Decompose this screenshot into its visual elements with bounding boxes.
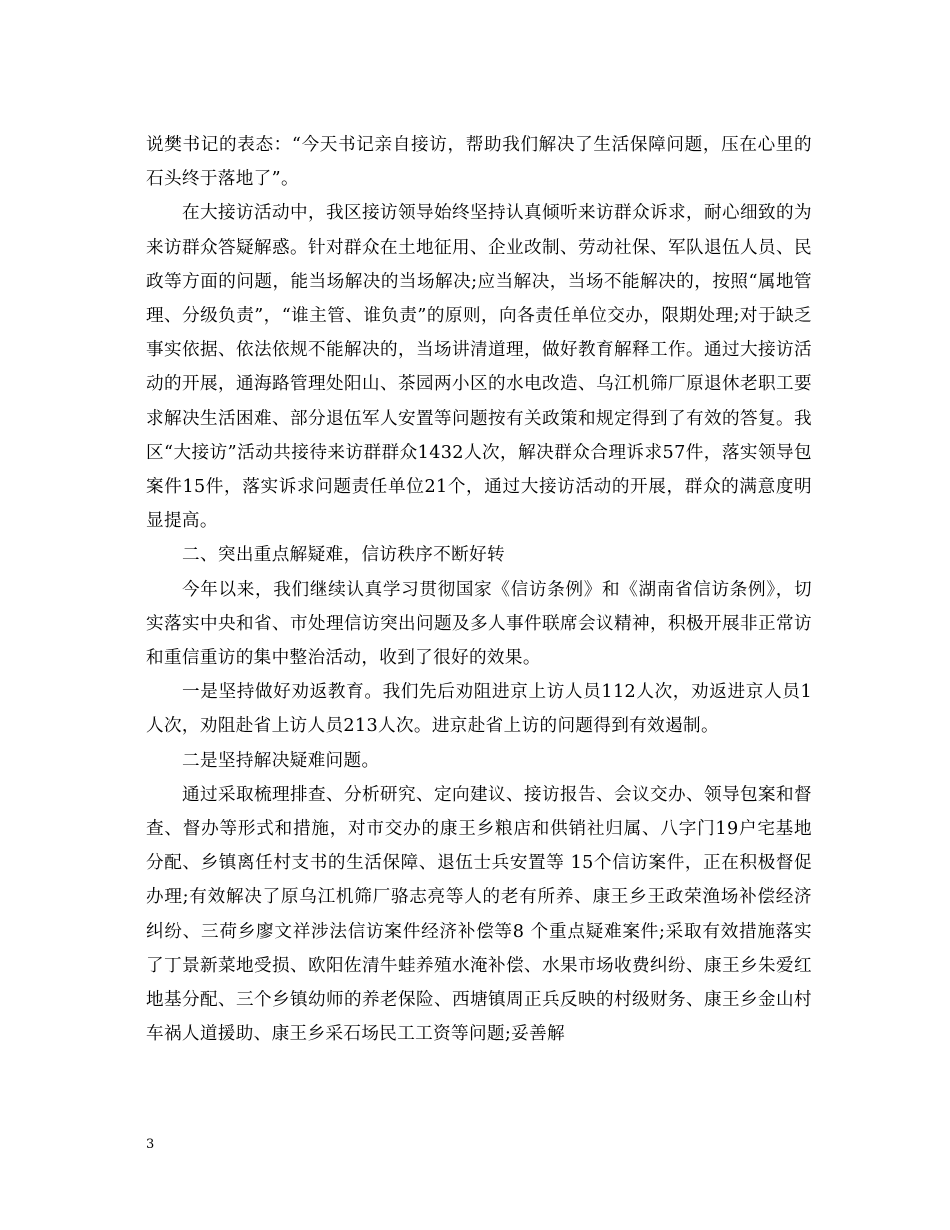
paragraph-regulations: 今年以来，我们继续认真学习贯彻国家《信访条例》和《湖南省信访条例》，切实落实中央和省、市处理信访突出问题及多人事件联席会议精神，积极开展非正常访和重信重访的集中整治活动，收到了很好的效果。 — [146, 579, 812, 669]
paragraph-continuation: 说樊书记的表态：“今天书记亲自接访，帮助我们解决了生活保障问题，压在心里的石头终于落地了”。 — [146, 135, 812, 190]
paragraph-difficult-issues-title: 二是坚持解决疑难问题。 — [182, 750, 380, 771]
paragraph-reception-activity: 在大接访活动中，我区接访领导始终坚持认真倾听来访群众诉求，耐心细致的为来访群众答疑解惑。针对群众在土地征用、企业改制、劳动社保、军队退伍人员、民政等方面的问题，能当场解决的当场解决;应当解决，当场不能解决的，按照“属地管理、分级负责”，“谁主管、谁负责”的原则，向各责任单位交办，限期处理;对于缺乏事实依据、依法依规不能解决的，当场讲清道理，做好教育解释工作。通过大接访活动的开展，通海路管理处阳山、茶园两小区的水电改造、乌江机筛厂原退休老职工要求解决生活困难、部分退伍军人安置等问题按有关政策和规定得到了有效的答复。我区“大接访”活动共接待来访群群众1432人次，解决群众合理诉求57件，落实领导包案件15件，落实诉求问题责任单位21个，通过大接访活动的开展，群众的满意度明显提高。 — [146, 203, 812, 532]
section-heading-2: 二、突出重点解疑难，信访秩序不断好转 — [182, 545, 505, 566]
paragraph-persuasion: 一是坚持做好劝返教育。我们先后劝阻进京上访人员112人次，劝返进京人员1人次，劝阻赴省上访人员213人次。进京赴省上访的问题得到有效遏制。 — [146, 682, 812, 737]
paragraph-difficult-issues: 通过采取梳理排查、分析研究、定向建议、接访报告、会议交办、领导包案和督查、督办等形式和措施，对市交办的康王乡粮店和供销社归属、八字门19户宅基地分配、乡镇离任村支书的生活保障、退伍士兵安置等 15个信访案件，正在积极督促办理;有效解决了原乌江机筛厂骆志亮等人的老有所养、康王乡王政荣渔场补偿经济纠纷、三荷乡廖文祥涉法信访案件经济补偿等8 个重点疑难案件;采取有效措施落实了丁景新菜地受损、欧阳佐清牛蛙养殖水淹补偿、水果市场收费纠纷、康王乡朱爱红地基分配、三个乡镇幼师的养老保险、西塘镇周正兵反映的村级财务、康王乡金山村车祸人道援助、康王乡采石场民工工资等问题;妥善解 — [146, 784, 812, 1045]
document-body — [146, 128, 812, 1051]
page-number: 3 — [146, 1137, 155, 1152]
